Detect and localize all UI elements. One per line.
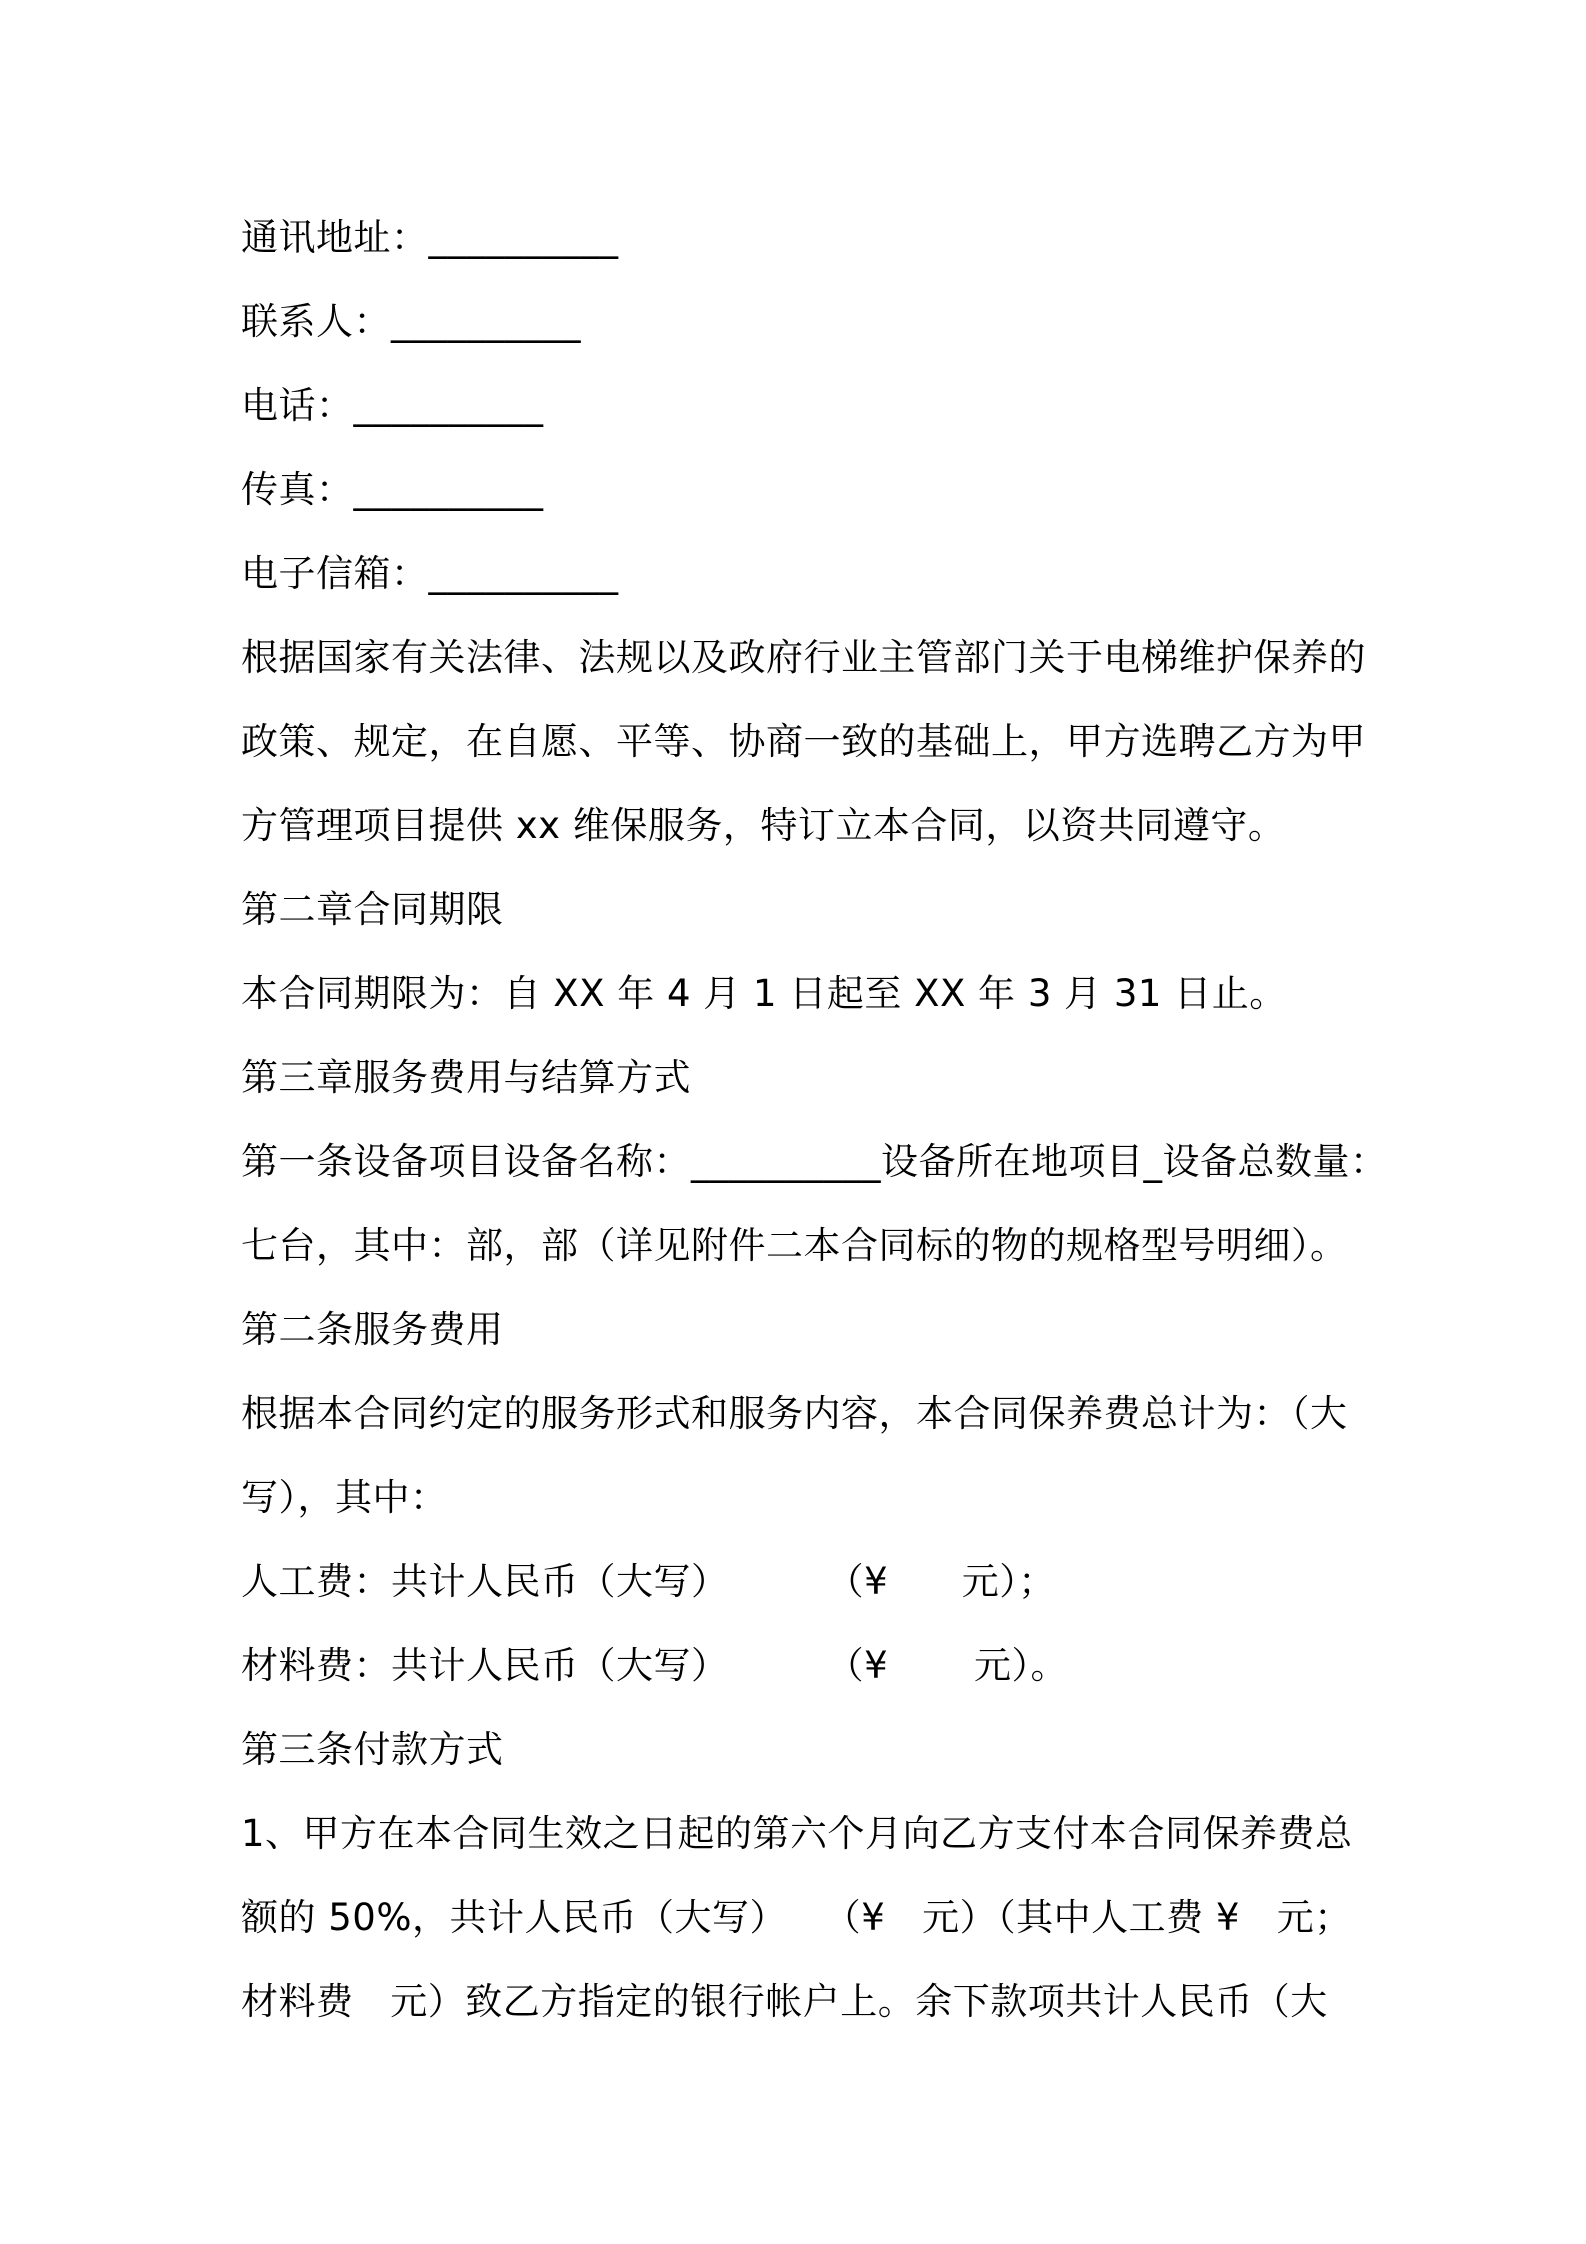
chapter-heading: 第三章服务费用与结算方式 [241, 1056, 691, 1099]
labor-fee-line: 人工费：共计人民币（大写） （¥ 元）； [241, 1560, 1056, 1603]
fax-field: 传真：__________ [241, 468, 544, 511]
article-line: 写），其中： [241, 1476, 448, 1519]
payment-clause-line: 额的 50%，共计人民币（大写） （¥ 元）（其中人工费 ¥ 元； [241, 1896, 1352, 1939]
chapter-heading: 第二章合同期限 [241, 888, 504, 931]
article-line: 七台，其中：部，部（详见附件二本合同标的物的规格型号明细）。 [241, 1224, 1348, 1267]
article-line: 第一条设备项目设备名称：__________设备所在地项目_设备总数量： [241, 1140, 1388, 1183]
contract-term-line: 本合同期限为：自 XX 年 4 月 1 日起至 XX 年 3 月 31 日止。 [241, 972, 1287, 1015]
address-field: 通讯地址：__________ [241, 216, 619, 259]
document-body [241, 196, 1388, 2044]
contact-person-field: 联系人：__________ [241, 300, 581, 343]
preamble-line: 方管理项目提供 xx 维保服务，特订立本合同，以资共同遵守。 [241, 804, 1286, 847]
article-line: 根据本合同约定的服务形式和服务内容，本合同保养费总计为：（大 [241, 1392, 1348, 1435]
article-heading: 第三条付款方式 [241, 1728, 504, 1771]
payment-clause-line: 材料费 元）致乙方指定的银行帐户上。余下款项共计人民币（大 [241, 1980, 1328, 2023]
phone-field: 电话：__________ [241, 384, 544, 427]
material-fee-line: 材料费：共计人民币（大写） （¥ 元）。 [241, 1644, 1068, 1687]
email-field: 电子信箱：__________ [241, 552, 619, 595]
preamble-line: 根据国家有关法律、法规以及政府行业主管部门关于电梯维护保养的 [241, 636, 1366, 679]
article-heading: 第二条服务费用 [241, 1308, 504, 1351]
preamble-line: 政策、规定，在自愿、平等、协商一致的基础上，甲方选聘乙方为甲 [241, 720, 1366, 763]
payment-clause-line: 1、甲方在本合同生效之日起的第六个月向乙方支付本合同保养费总 [241, 1812, 1353, 1855]
